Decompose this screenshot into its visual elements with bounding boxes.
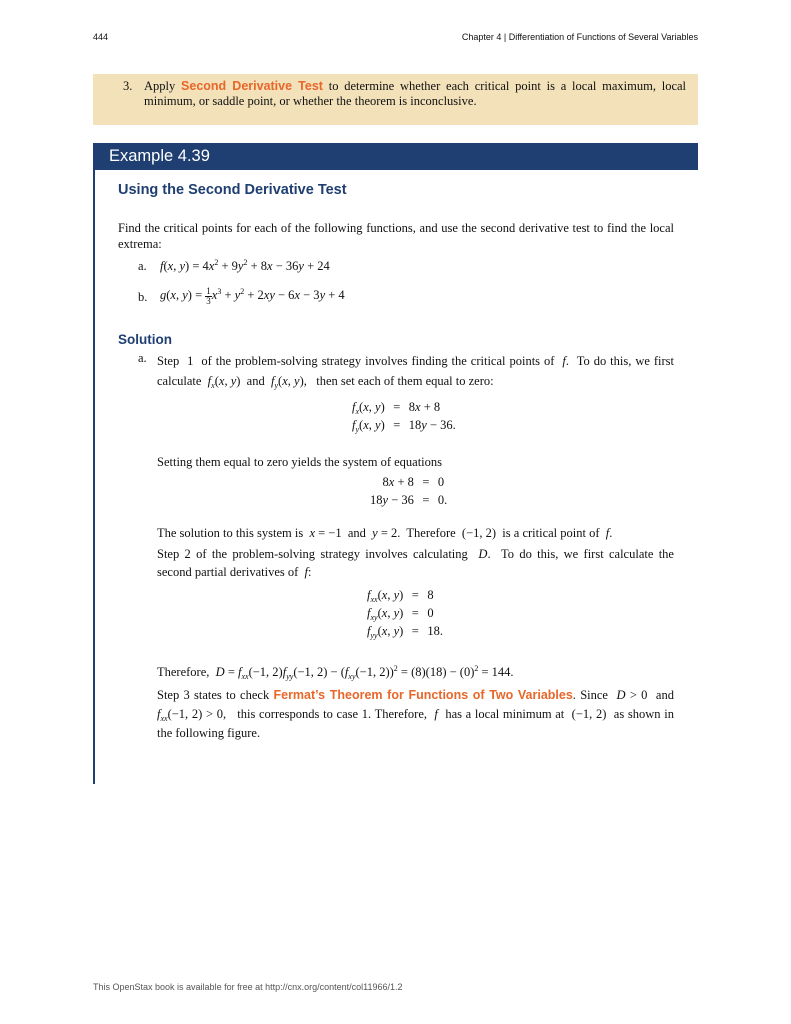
equation-row bbox=[370, 474, 447, 492]
strategy-step-number: 3. bbox=[123, 79, 133, 93]
equation-relation: = bbox=[422, 475, 430, 489]
equation-relation: = bbox=[422, 493, 430, 507]
equation-relation: = bbox=[393, 418, 401, 432]
equation-relation: = bbox=[393, 400, 401, 414]
equation-row bbox=[352, 417, 456, 435]
equation-lhs: $f_x(x$, y) bbox=[352, 400, 385, 416]
equation-row bbox=[352, 399, 456, 417]
equation-rhs: 0. bbox=[437, 493, 448, 507]
footer-note: This OpenStax book is available for free at http://cnx.org/content/col11966/1.2 bbox=[93, 982, 403, 992]
equation-lhs: 8x + 8 bbox=[382, 475, 414, 489]
eq1-rows bbox=[352, 399, 456, 435]
equation-rhs: 0 bbox=[437, 475, 445, 489]
item-a-expression: f(x, $y) = 4x^2 + 9y^2 + 8x - 36y + 24$ bbox=[160, 258, 330, 273]
item-a-label: a. bbox=[138, 259, 147, 273]
solution-heading: Solution bbox=[118, 332, 172, 347]
solution-para-5: Therefore, $D = f_{xx}(-1$, $2)f_{yy}(-1$, $2) - (f_{xy}(-1$, $2))^2 = (8)(18) - (0)^2 = 144$. bbox=[157, 664, 514, 681]
equation-lhs: $f_{yy}(x$, y) bbox=[367, 624, 404, 640]
equation-lhs: 18y − 36 bbox=[370, 493, 414, 507]
equation-rhs: 18y − 36. bbox=[408, 418, 456, 432]
equation-row bbox=[367, 623, 443, 641]
item-b-expression: g(x, y) = $\frac{1}{3}$ $x^3 + y^2 + 2xy - 6x - 3y + 4$ bbox=[160, 286, 345, 306]
strategy-step-text bbox=[144, 79, 686, 109]
equation-lhs: $f_y(x$, y) bbox=[352, 418, 385, 434]
equation-relation: = bbox=[411, 624, 419, 638]
example-title: Using the Second Derivative Test bbox=[118, 182, 347, 198]
equation-lhs: $f_{xx}(x$, y) bbox=[367, 588, 404, 604]
eq3-rows bbox=[367, 587, 443, 641]
solution-para-2: Setting them equal to zero yields the system of equations bbox=[157, 455, 443, 469]
equation-block-1 bbox=[352, 399, 456, 435]
strategy-step-pre: Apply bbox=[144, 79, 182, 93]
para-6-post: . Since D > 0 and $f_{xx}(-1$, 2) > 0, this corresponds to case 1. Therefore, f has a local minimum at (−1, 2) as shown in the following figure. bbox=[157, 688, 674, 740]
page-number: 444 bbox=[93, 32, 109, 42]
equation-rhs: 8 bbox=[427, 588, 434, 602]
strategy-step-post: to determine whether each critical point is a local maximum, local minimum, or saddle point, or whether the theorem is inconclusive. bbox=[144, 79, 687, 108]
para-6-pre: Step 3 states to check bbox=[157, 688, 274, 702]
solution-part-label: a. bbox=[138, 351, 147, 365]
equation-relation: = bbox=[411, 606, 419, 620]
strategy-step-box bbox=[93, 74, 698, 125]
eq2-rows bbox=[370, 474, 447, 510]
equation-block-3 bbox=[367, 587, 443, 641]
example-side-rule bbox=[93, 170, 95, 784]
equation-block-2 bbox=[370, 474, 447, 510]
equation-rhs: 0 bbox=[427, 606, 434, 620]
equation-row bbox=[367, 605, 443, 623]
example-header bbox=[93, 143, 698, 170]
solution-para-4: Step 2 of the problem-solving strategy involves calculating D. To do this, we first calculate the second partial derivatives of f: bbox=[157, 547, 674, 579]
solution-para-3: The solution to this system is x = −1 and y = 2. Therefore (−1, 2) is a critical point of f. bbox=[157, 526, 613, 540]
equation-row bbox=[370, 492, 447, 510]
fermats-theorem-link[interactable]: Fermat’s Theorem for Functions of Two Variables bbox=[273, 688, 573, 702]
equation-lhs: $f_{xy}(x$, y) bbox=[367, 606, 404, 622]
solution-para-6 bbox=[157, 686, 674, 743]
solution-para-1: Step 1 of the problem-solving strategy involves finding the critical points of f. To do this, we first calculate $f_x(x$, y) and $f_y(x$, y), then set each of them equal to zero: bbox=[157, 354, 675, 390]
equation-row bbox=[367, 587, 443, 605]
chapter-title: Chapter 4 | Differentiation of Functions of Several Variables bbox=[461, 32, 698, 42]
example-intro: Find the critical points for each of the following functions, and use the second derivative test to find the local extrema: bbox=[118, 221, 674, 251]
example-label: Example 4.39 bbox=[109, 147, 210, 165]
equation-rhs: 18. bbox=[427, 624, 443, 638]
equation-rhs: 8x + 8 bbox=[408, 400, 441, 414]
item-b-label: b. bbox=[138, 290, 148, 304]
equation-relation: = bbox=[411, 588, 419, 602]
second-derivative-test-link[interactable]: Second Derivative Test bbox=[181, 79, 323, 93]
